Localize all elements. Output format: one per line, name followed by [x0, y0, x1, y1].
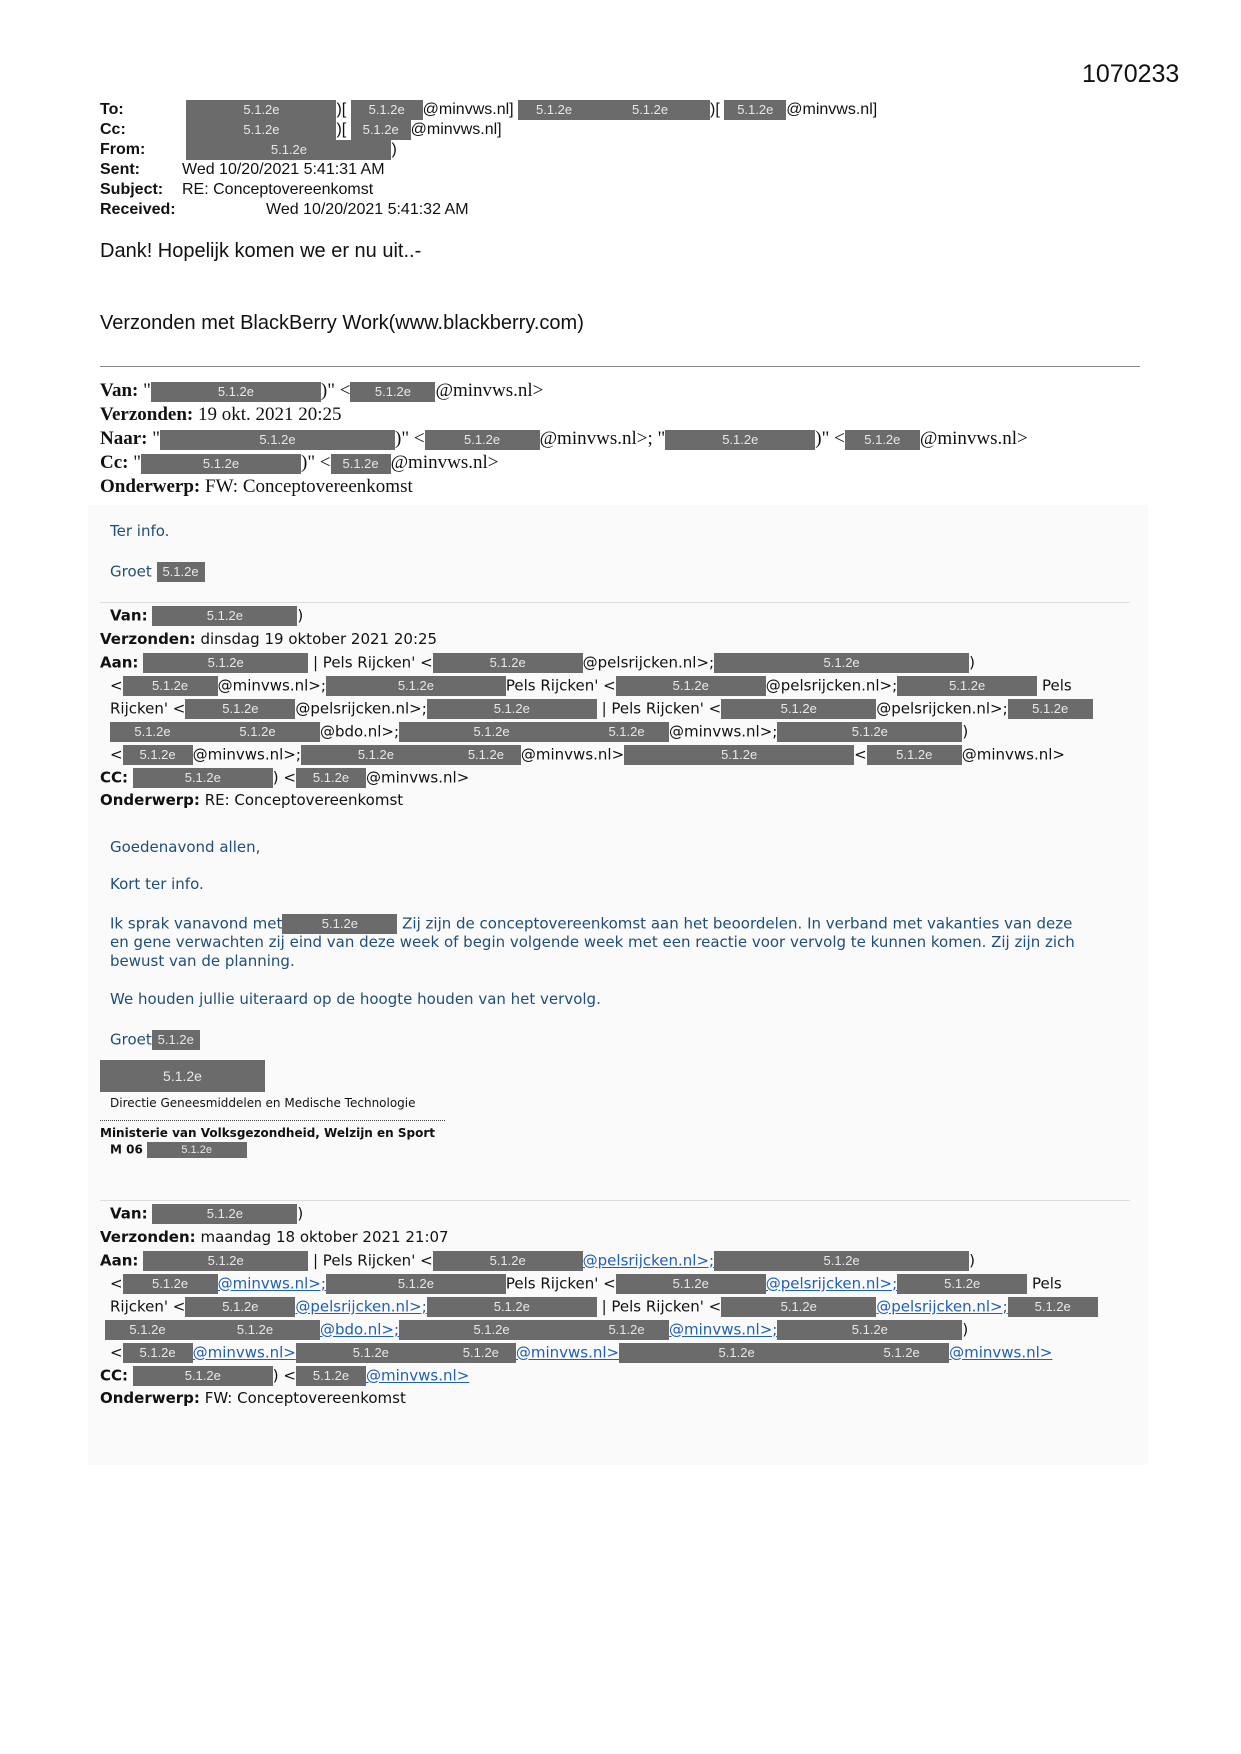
redaction: 5.1.2e	[152, 606, 297, 626]
email-link[interactable]: @minvws.nl>;	[669, 1320, 778, 1339]
redaction: 5.1.2e	[724, 100, 786, 120]
mail2-p2-line2: en gene verwachten zij eind van deze week of begin volgende week met een reactie voor vervolg te kunnen komen. Zij zijn zich	[110, 933, 1075, 951]
redaction: 5.1.2e	[665, 430, 815, 450]
mail3-onderwerp: Onderwerp: FW: Conceptovereenkomst	[100, 1389, 406, 1407]
redaction: 5.1.2e	[143, 653, 308, 673]
email-link[interactable]: @pelsrijcken.nl>;	[582, 1251, 715, 1270]
mail2-greeting: Goedenavond allen,	[110, 838, 261, 856]
email-link[interactable]: @minvws.nl>	[366, 1366, 470, 1385]
redaction: 5.1.2e	[351, 100, 423, 120]
fw1-naar: Naar: " 5.1.2e )" < 5.1.2e @minvws.nl>; " 5.1.2e )" < 5.1.2e @minvws.nl>	[100, 428, 1028, 449]
fw1-van: Van: " 5.1.2e )" < 5.1.2e @minvws.nl>	[100, 380, 544, 401]
redaction: 5.1.2e	[425, 430, 540, 450]
redaction: 5.1.2e	[331, 454, 391, 474]
redaction: 5.1.2e	[152, 1030, 200, 1050]
redaction: 5.1.2e	[399, 1320, 584, 1340]
redaction: 5.1.2e	[123, 745, 193, 765]
redaction: 5.1.2e	[845, 430, 920, 450]
signature-name-redaction: 5.1.2e	[100, 1060, 265, 1092]
email-link[interactable]: @bdo.nl>;	[320, 1320, 400, 1339]
mail3-cc: CC: 5.1.2e ) < 5.1.2e @minvws.nl>	[100, 1366, 470, 1385]
redaction: 5.1.2e	[427, 699, 597, 719]
mail2-cc: CC: 5.1.2e ) < 5.1.2e @minvws.nl>	[100, 768, 470, 787]
header-cc: Cc: 5.1.2e )[ 5.1.2e @minvws.nl]	[100, 121, 502, 139]
redaction: 5.1.2e	[157, 562, 205, 582]
reply-body: Dank! Hopelijk komen we er nu uit..-	[100, 240, 422, 262]
redaction: 5.1.2e	[186, 140, 391, 160]
redaction: 5.1.2e	[110, 722, 195, 742]
mail2-van: Van: 5.1.2e )	[110, 606, 304, 625]
mail2-aan-line3: Rijcken' < 5.1.2e @pelsrijcken.nl>; 5.1.2e | Pels Rijcken' < 5.1.2e @pelsrijcken.nl>; 5.1.2e	[110, 699, 1093, 719]
redaction: 5.1.2e	[147, 1142, 247, 1158]
signature-mobile: M 06 5.1.2e	[110, 1142, 247, 1158]
mail2-verzonden: Verzonden: dinsdag 19 oktober 2021 20:25	[100, 630, 438, 648]
email-link[interactable]: @minvws.nl>	[515, 1343, 620, 1362]
redaction: 5.1.2e	[624, 745, 854, 765]
redaction: 5.1.2e	[433, 1251, 583, 1271]
document-number: 1070233	[1082, 60, 1180, 88]
redaction: 5.1.2e	[1008, 699, 1093, 719]
email-link[interactable]: @pelsrijcken.nl>;	[765, 1274, 898, 1293]
mail2-groet: Groet 5.1.2e	[110, 1030, 200, 1050]
signature-dept: Directie Geneesmiddelen en Medische Technologie	[110, 1096, 416, 1110]
mail3-aan-line4: 5.1.2e 5.1.2e @bdo.nl>; 5.1.2e 5.1.2e @minvws.nl>; 5.1.2e )	[105, 1320, 968, 1340]
divider	[100, 366, 1140, 367]
mail2-aan-line1: Aan: 5.1.2e | Pels Rijcken' < 5.1.2e @pelsrijcken.nl>; 5.1.2e )	[100, 653, 975, 672]
reply-signature: Verzonden met BlackBerry Work(www.blackberry.com)	[100, 312, 584, 334]
email-link[interactable]: @pelsrijcken.nl>;	[876, 1297, 1008, 1316]
redaction: 5.1.2e	[1008, 1297, 1098, 1317]
divider	[100, 602, 1130, 603]
redaction: 5.1.2e	[897, 676, 1037, 696]
divider	[100, 1200, 1130, 1201]
redaction: 5.1.2e	[151, 382, 321, 402]
mail3-aan-line5: < 5.1.2e @minvws.nl> 5.1.2e 5.1.2e @minvws.nl> 5.1.2e 5.1.2e @minvws.nl>	[110, 1343, 1053, 1362]
redaction: 5.1.2e	[296, 1366, 366, 1386]
dotted-divider	[100, 1120, 445, 1121]
redaction: 5.1.2e	[351, 120, 411, 140]
redaction: 5.1.2e	[133, 768, 273, 788]
redaction: 5.1.2e	[143, 1251, 308, 1271]
redaction: 5.1.2e	[584, 1320, 669, 1340]
redaction: 5.1.2e	[777, 1320, 962, 1340]
redaction: 5.1.2e	[141, 454, 301, 474]
mail3-verzonden: Verzonden: maandag 18 oktober 2021 21:07	[100, 1228, 449, 1246]
redaction: 5.1.2e	[777, 722, 962, 742]
fw1-cc: Cc: " 5.1.2e )" < 5.1.2e @minvws.nl>	[100, 452, 499, 473]
email-link[interactable]: @minvws.nl>	[949, 1343, 1053, 1362]
fw1-groet: Groet 5.1.2e	[110, 562, 205, 582]
redaction: 5.1.2e	[619, 1343, 854, 1363]
redaction: 5.1.2e	[326, 1274, 506, 1294]
redaction: 5.1.2e	[616, 676, 766, 696]
email-link[interactable]: @minvws.nl>	[192, 1343, 296, 1362]
redaction: 5.1.2e	[301, 745, 451, 765]
email-link[interactable]: @minvws.nl>;	[217, 1274, 326, 1293]
header-received: Received: Wed 10/20/2021 5:41:32 AM	[100, 201, 469, 218]
redaction: 5.1.2e	[399, 722, 584, 742]
redaction: 5.1.2e	[897, 1274, 1027, 1294]
redaction: 5.1.2e	[105, 1320, 190, 1340]
mail2-p2-line3: bewust van de planning.	[110, 952, 295, 970]
mail3-aan-line2: < 5.1.2e @minvws.nl>; 5.1.2e Pels Rijcken' < 5.1.2e @pelsrijcken.nl>; 5.1.2e Pels	[110, 1274, 1062, 1293]
mail2-onderwerp: Onderwerp: RE: Conceptovereenkomst	[100, 791, 404, 809]
mail3-van: Van: 5.1.2e )	[110, 1204, 304, 1223]
signature-ministry: Ministerie van Volksgezondheid, Welzijn en Sport	[100, 1126, 436, 1140]
mail2-p1: Kort ter info.	[110, 875, 204, 893]
redaction: 5.1.2e	[326, 676, 506, 696]
mail3-aan-line3: Rijcken' < 5.1.2e @pelsrijcken.nl>; 5.1.2e | Pels Rijcken' < 5.1.2e @pelsrijcken.nl>; 5.1.2e	[110, 1297, 1098, 1317]
header-sent: Sent: Wed 10/20/2021 5:41:31 AM	[100, 161, 385, 178]
redaction: 5.1.2e	[350, 382, 435, 402]
redaction: 5.1.2e	[296, 1343, 446, 1363]
fw1-body: Ter info.	[110, 522, 170, 540]
header-from: From: 5.1.2e )	[100, 141, 397, 159]
header-subject: Subject: RE: Conceptovereenkomst	[100, 181, 374, 198]
redaction: 5.1.2e	[160, 430, 395, 450]
redaction: 5.1.2e	[590, 100, 710, 120]
redaction: 5.1.2e	[186, 120, 336, 140]
redaction: 5.1.2e	[721, 699, 876, 719]
redaction: 5.1.2e	[185, 699, 295, 719]
redaction: 5.1.2e	[186, 100, 336, 120]
redaction: 5.1.2e	[296, 768, 366, 788]
redaction: 5.1.2e	[446, 1343, 516, 1363]
redaction: 5.1.2e	[152, 1204, 297, 1224]
redaction: 5.1.2e	[185, 1297, 295, 1317]
redaction: 5.1.2e	[518, 100, 590, 120]
header-to: To: 5.1.2e )[ 5.1.2e @minvws.nl] 5.1.2e 5.1.2e )[ 5.1.2e @minvws.nl]	[100, 101, 878, 119]
redaction: 5.1.2e	[133, 1366, 273, 1386]
redaction: 5.1.2e	[282, 914, 397, 934]
mail2-p3: We houden jullie uiteraard op de hoogte houden van het vervolg.	[110, 990, 601, 1008]
fw1-verzonden: Verzonden: 19 okt. 2021 20:25	[100, 404, 342, 425]
redaction: 5.1.2e	[721, 1297, 876, 1317]
mail2-aan-line5: < 5.1.2e @minvws.nl>; 5.1.2e 5.1.2e @minvws.nl> 5.1.2e < 5.1.2e @minvws.nl>	[110, 745, 1065, 764]
redaction: 5.1.2e	[867, 745, 962, 765]
redaction: 5.1.2e	[123, 1274, 218, 1294]
redaction: 5.1.2e	[714, 653, 969, 673]
redaction: 5.1.2e	[123, 676, 218, 696]
mail2-aan-line2: < 5.1.2e @minvws.nl>; 5.1.2e Pels Rijcken' < 5.1.2e @pelsrijcken.nl>; 5.1.2e Pels	[110, 676, 1072, 695]
redaction: 5.1.2e	[714, 1251, 969, 1271]
mail2-p2-line1: Ik sprak vanavond met 5.1.2e Zij zijn de conceptovereenkomst aan het beoordelen. In verband met vakanties van deze	[110, 914, 1073, 933]
redaction: 5.1.2e	[616, 1274, 766, 1294]
fw1-onderwerp: Onderwerp: FW: Conceptovereenkomst	[100, 476, 413, 497]
redaction: 5.1.2e	[123, 1343, 193, 1363]
redaction: 5.1.2e	[854, 1343, 949, 1363]
redaction: 5.1.2e	[427, 1297, 597, 1317]
redaction: 5.1.2e	[584, 722, 669, 742]
email-link[interactable]: @pelsrijcken.nl>;	[295, 1297, 427, 1316]
redaction: 5.1.2e	[451, 745, 521, 765]
redaction: 5.1.2e	[433, 653, 583, 673]
redaction: 5.1.2e	[190, 1320, 320, 1340]
mail3-aan-line1: Aan: 5.1.2e | Pels Rijcken' < 5.1.2e @pelsrijcken.nl>; 5.1.2e )	[100, 1251, 975, 1270]
mail2-aan-line4: 5.1.2e 5.1.2e @bdo.nl>; 5.1.2e 5.1.2e @minvws.nl>; 5.1.2e )	[110, 722, 968, 742]
redaction: 5.1.2e	[195, 722, 320, 742]
